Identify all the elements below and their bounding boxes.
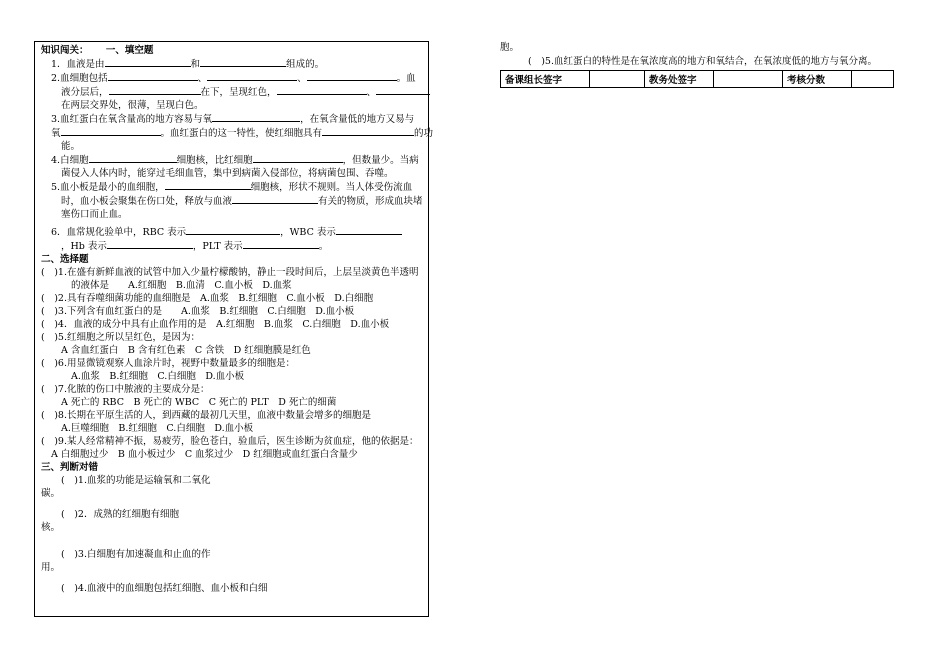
- fill-q2-line2: 液分层后， 在下，呈现红色， 、: [41, 85, 422, 99]
- blank[interactable]: [336, 225, 402, 235]
- fill-q4-line2: 菌侵入人体内时，能穿过毛细血管，集中到病菌入侵部位，将病菌包围、吞噬。: [61, 168, 394, 179]
- blank[interactable]: [89, 153, 177, 163]
- group-leader-signature-field[interactable]: [590, 71, 645, 88]
- choice-q2: ( )2.具有吞噬细菌功能的血细胞是 A.血浆 B.红细胞 C.血小板 D.白细胞: [41, 293, 374, 304]
- blank[interactable]: [107, 239, 193, 249]
- judge-q2-cont: 核。: [41, 522, 61, 533]
- blank[interactable]: [277, 85, 367, 95]
- worksheet-right-top: [500, 41, 894, 69]
- group-leader-signature-label: 备课组长签字: [501, 71, 590, 88]
- blank[interactable]: [108, 71, 198, 81]
- fill-q1: 1．血液是由 和 组成的。: [51, 59, 325, 70]
- judge-q5: ( )5.血红蛋白的特性是在氧浓度高的地方和氧结合，在氧浓度低的地方与氧分离。: [528, 56, 877, 67]
- choice-q1-options: 的液体是 A.红细胞 B.血清 C.血小板 D.血浆: [71, 280, 292, 291]
- blank[interactable]: [253, 153, 343, 163]
- section-choice-heading: 二、选择题: [41, 254, 89, 265]
- blank[interactable]: [322, 126, 414, 136]
- fill-q5-line3: 塞伤口而止血。: [61, 209, 128, 220]
- header-line: [41, 44, 422, 57]
- blank[interactable]: [109, 85, 201, 95]
- judge-q3: ( )3.白细胞有加速凝血和止血的作: [61, 549, 211, 560]
- fill-q3-line2: 氧 。血红蛋白的这一特性，使红细胞具有 的功: [51, 128, 434, 139]
- judge-q1: ( )1.血浆的功能是运输氧和二氧化: [61, 475, 211, 486]
- fill-q5-line2: 时，血小板会聚集在伤口处，释放与血液 有关的物质，形成血块堵: [61, 196, 423, 207]
- section-fill-heading: 一、填空题: [105, 45, 154, 56]
- blank[interactable]: [207, 71, 297, 81]
- signature-table: [500, 70, 894, 88]
- choice-q9-options: A 白细胞过少 B 血小板过少 C 血浆过少 D 红细胞或血红蛋白含量少: [51, 449, 358, 460]
- blank[interactable]: [165, 180, 251, 190]
- judge-q4-cont: 胞。: [500, 42, 520, 53]
- judge-q3-cont: 用。: [41, 562, 61, 573]
- assessment-score-label: 考核分数: [783, 71, 852, 88]
- choice-q6-options: A.血浆 B.红细胞 C.白细胞 D.血小板: [71, 371, 245, 382]
- academic-office-signature-field[interactable]: [714, 71, 783, 88]
- fill-q2-line1: 2.血细胞包括 、 、 。血: [51, 73, 416, 84]
- choice-q4: ( )4．血液的成分中具有止血作用的是 A.红细胞 B.血浆 C.白细胞 D.血小板: [41, 319, 390, 330]
- choice-q8-options: A.巨噬细胞 B.红细胞 C.白细胞 D.血小板: [61, 423, 254, 434]
- choice-q5: ( )5.红细胞之所以呈红色，是因为：: [41, 332, 200, 343]
- fill-q3-line3: 能。: [61, 141, 81, 152]
- knowledge-title: 知识闯关：: [41, 45, 89, 56]
- blank[interactable]: [232, 194, 318, 204]
- section-judge-heading: 三、判断对错: [41, 462, 99, 473]
- choice-q7-options: A 死亡的 RBC B 死亡的 WBC C 死亡的 PLT D 死亡的细菌: [61, 397, 337, 408]
- judge-q4: ( )4.血液中的血细胞包括红细胞、血小板和白细: [61, 583, 268, 594]
- judge-q1-cont: 碳。: [41, 488, 61, 499]
- choice-q1: ( )1.在盛有新鲜血液的试管中加入少量柠檬酸钠，静止一段时间后，上层呈淡黄色半透明: [41, 267, 419, 278]
- blank[interactable]: [376, 85, 430, 95]
- fill-q6-line1: 6．血常规化验单中，RBC 表示 ，WBC 表示: [41, 225, 422, 239]
- fill-q4-line1: 4.白细胞 细胞核，比红细胞 ，但数量少。当病: [51, 155, 419, 166]
- blank[interactable]: [200, 57, 286, 67]
- fill-q3-line1: 3.血红蛋白在氧含量高的地方容易与氧 ，在氧含量低的地方又易与: [51, 114, 415, 125]
- judge-q2: ( )2．成熟的红细胞有细胞: [61, 509, 179, 520]
- fill-q2-line3: 在两层交界处，很薄，呈现白色。: [61, 100, 204, 111]
- blank[interactable]: [212, 112, 300, 122]
- academic-office-signature-label: 教务处签字: [645, 71, 714, 88]
- choice-q8: ( )8.长期在平原生活的人，到西藏的最初几天里，血液中数量会增多的细胞是: [41, 410, 371, 421]
- assessment-score-field[interactable]: [852, 71, 894, 88]
- choice-q9: ( )9.某人经常精神不振，易疲劳，脸色苍白，验血后，医生诊断为贫血症，他的依据是：: [41, 436, 419, 447]
- choice-q3: ( )3.下列含有血红蛋白的是 A.血浆 B.红细胞 C.白细胞 D.血小板: [41, 306, 355, 317]
- choice-q5-options: A 含血红蛋白 B 含有红色素 C 含铁 D 红细胞膜是红色: [61, 345, 311, 356]
- blank[interactable]: [243, 239, 319, 249]
- choice-q6: ( )6.用显微镜观察人血涂片时，视野中数量最多的细胞是：: [41, 358, 295, 369]
- worksheet-left-panel: [34, 41, 434, 617]
- blank[interactable]: [307, 71, 397, 81]
- choice-q7: ( )7.化脓的伤口中脓液的主要成分是：: [41, 384, 210, 395]
- fill-q5-line1: 5.血小板是最小的血细胞， 细胞核，形状不规则。当人体受伤流血: [51, 182, 413, 193]
- fill-q6-line2: ，Hb 表示 ，PLT 表示 。: [61, 241, 329, 252]
- blank[interactable]: [186, 225, 280, 235]
- blank[interactable]: [61, 126, 161, 136]
- blank[interactable]: [105, 57, 191, 67]
